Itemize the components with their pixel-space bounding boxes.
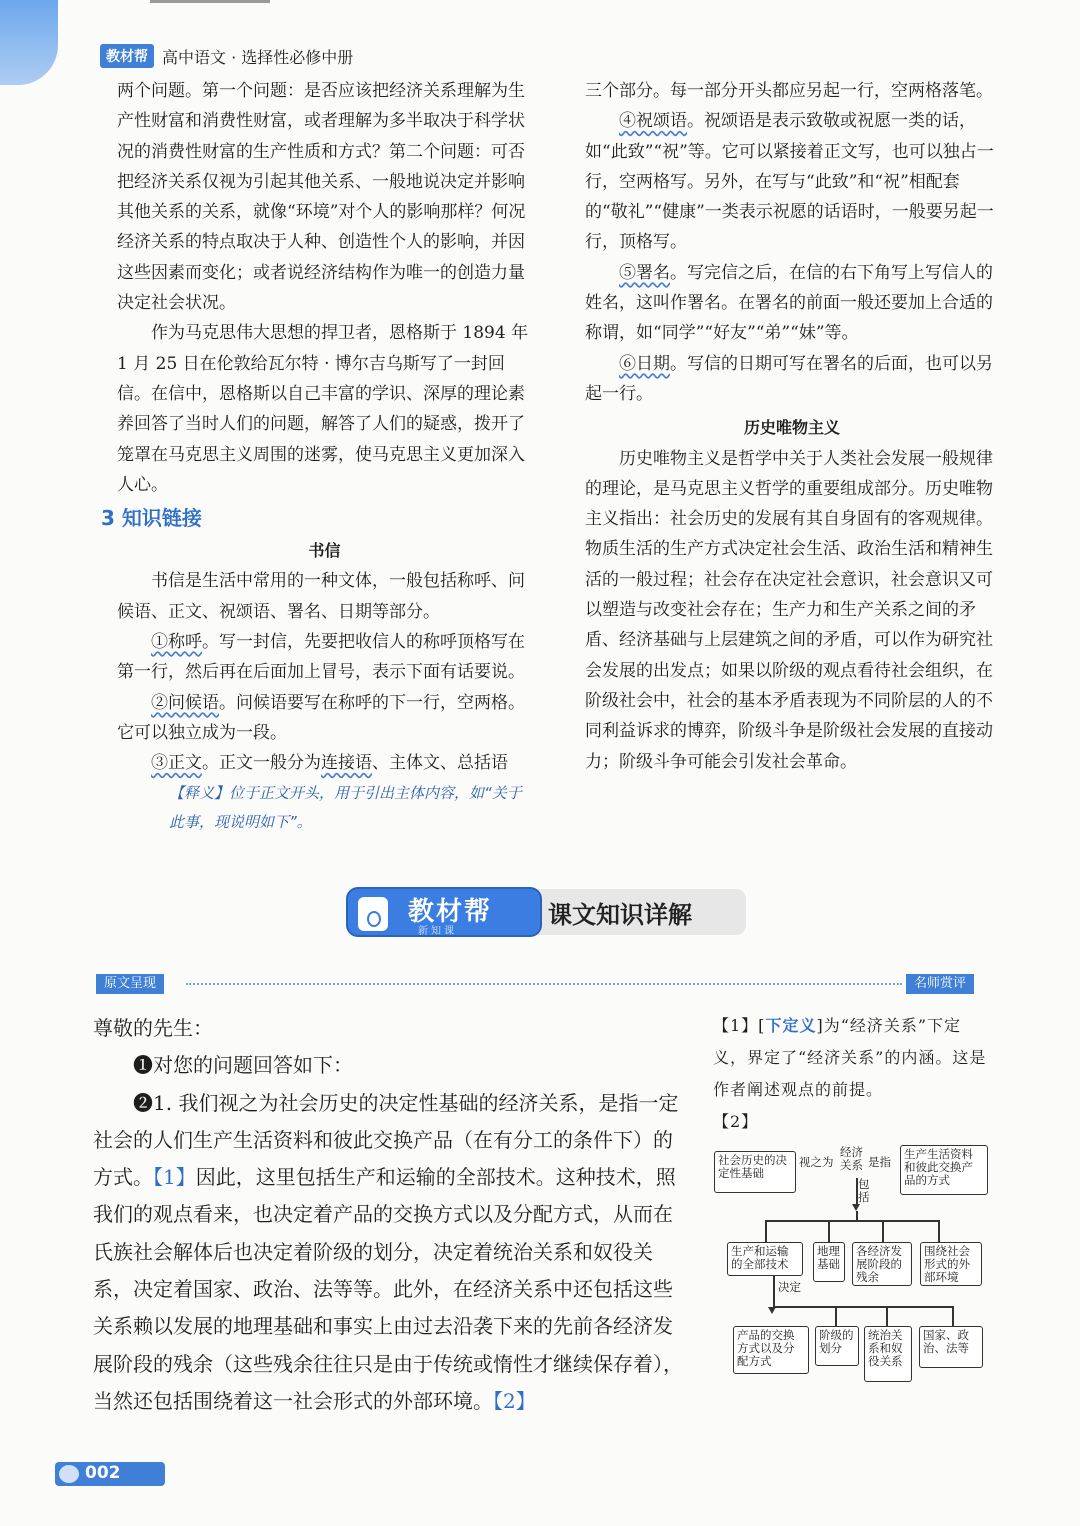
- connector: [882, 1220, 884, 1242]
- paragraph: [585, 258, 999, 349]
- connector: [835, 1306, 837, 1326]
- left-column: [101, 76, 532, 837]
- arrow-down-icon: [768, 1307, 776, 1314]
- diagram-label: 视之为: [799, 1155, 834, 1169]
- paragraph: [117, 627, 532, 688]
- connector: [828, 1220, 830, 1242]
- keyword: 连接语: [321, 753, 372, 774]
- diagram-node: 国家、政治、法等: [919, 1326, 983, 1368]
- right-column: [585, 76, 999, 777]
- section-banner: [346, 887, 746, 937]
- paragraph-text: 。写信的日期可写在署名的后面，也可以另起一行。: [585, 353, 993, 404]
- paragraph: [585, 106, 999, 257]
- note-tag: 【释义】: [169, 783, 230, 802]
- salutation: 尊敬的先生：: [93, 1016, 213, 1040]
- banner-brand-bg: [346, 887, 542, 937]
- brand-logo-icon: [358, 897, 388, 931]
- paragraph: 书信是生活中常用的一种文体，一般包括称呼、问候语、正文、祝颂语、署名、日期等部分。: [117, 571, 525, 622]
- commentary-column: [713, 1010, 993, 1138]
- reference-marker: 【2】: [493, 1388, 536, 1413]
- page-footer: [55, 1462, 165, 1486]
- connector: [886, 1306, 888, 1326]
- dotted-divider: [186, 983, 902, 985]
- annotation-note: [169, 779, 529, 837]
- paragraph: 三个部分。每一部分开头都应另起一行，空两格落笔。: [585, 81, 993, 101]
- reference-marker: 【1】: [153, 1165, 196, 1190]
- banner-brand: 教材帮: [408, 897, 493, 927]
- arrow-down-icon: [852, 1204, 860, 1211]
- diagram-node: 生产和运输的全部技术: [727, 1242, 803, 1276]
- commentary-keyword: 下定义: [765, 1016, 817, 1035]
- connector: [765, 1220, 939, 1222]
- paragraph: [117, 688, 532, 749]
- connector: [773, 1276, 775, 1308]
- page-number: 002: [85, 1463, 121, 1483]
- diagram-node: 生产生活资料和彼此交换产品的方式: [900, 1145, 988, 1195]
- section-title: 3 知识链接: [101, 506, 202, 531]
- subsection-title: 历史唯物主义: [743, 418, 840, 438]
- commentary-text: ]为“经济关系”下定义，界定了“经济关系”的内涵。这是作者阐述观点的前提。: [713, 1016, 987, 1099]
- diagram-label: 决定: [778, 1280, 801, 1294]
- original-text: [93, 1010, 686, 1420]
- note-text: 位于正文开头，用于引出主体内容，如“关于此事，现说明如下”。: [169, 783, 522, 831]
- term: ⑤署名: [619, 262, 670, 283]
- paragraph-text: 。写完信之后，在信的右下角写上写信人的姓名，这叫作署名。在署名的前面一般还要加上合适的称谓，如“同学”“好友”“弟”“妹”等。: [585, 262, 993, 344]
- diagram-label: 是指: [868, 1155, 891, 1169]
- diagram-label: 经济关系: [840, 1145, 863, 1172]
- diagram-node: 各经济发展阶段的残余: [852, 1242, 912, 1286]
- term: ⑥日期: [619, 353, 670, 374]
- diagram-node: 阶级的划分: [815, 1326, 859, 1366]
- paragraph: [117, 748, 532, 778]
- diagram-node: 统治关系和奴役关系: [864, 1326, 912, 1382]
- paragraph-text: 。祝颂语是表示致敬或祝愿一类的话，如“此致”“祝”等。它可以紧接着正文写，也可以独占一行，空两格写。另外，在写与“此致”和“祝”相配套的“敬礼”“健康”一类表示祝愿的话语时，一般要另起一行，顶格写。: [585, 111, 994, 253]
- header-brand: 教材帮: [100, 44, 154, 68]
- paragraph: [93, 1085, 686, 1421]
- paragraph-text: 、主体文、总括语: [372, 753, 508, 774]
- paragraph-text: 。写一封信，先要把收信人的称呼顶格写在第一行，然后再在后面加上冒号，表示下面有话要说。: [117, 632, 525, 683]
- paragraph: 历史唯物主义是哲学中关于人类社会发展一般规律的理论，是马克思主义哲学的重要组成部分。历史唯物主义指出：社会历史的发展有其自身固有的客观规律。物质生活的生产方式决定社会生活、政治生活和精神生活的一般过程；社会存在决定社会意识，社会意识又可以塑造与改变社会存在；生产力和生产关系之间的矛盾、经济基础与上层建筑之间的矛盾，可以作为研究社会发展的出发点；如果以阶级的观点看待社会组织，在阶级社会中，社会的基本矛盾表现为不同阶层的人的不同利益诉求的博弈，阶级斗争是阶级社会发展的直接动力；阶级斗争可能会引发社会革命。: [585, 448, 993, 772]
- term: ①称呼: [151, 632, 202, 653]
- label-commentary: 名师赏评: [906, 974, 974, 994]
- diagram-label: 包括: [858, 1177, 870, 1204]
- diagram-node: 围绕社会形式的外部环境: [920, 1242, 982, 1286]
- diagram-node: 地理基础: [813, 1242, 845, 1282]
- paragraph-text: ❷1. 我们视之为社会历史的决定性基础的经济关系，是指一定社会的人们生产生活资料和彼此交换产品（在有分工的条件下）的方式。: [93, 1090, 679, 1190]
- page-edge-decoration: [0, 0, 58, 85]
- label-original: 原文呈现: [96, 974, 164, 994]
- paragraph-text: 。正文一般分为: [202, 753, 321, 774]
- diagram-node: 产品的交换方式以及分配方式: [733, 1326, 809, 1374]
- paragraph: [585, 349, 999, 410]
- connector: [938, 1220, 940, 1242]
- commentary-1: [713, 1010, 993, 1106]
- running-header: [100, 44, 353, 68]
- connector: [856, 1211, 858, 1221]
- paragraph: 作为马克思伟大思想的捍卫者，恩格斯于 1894 年 1 月 25 日在伦敦给瓦尔特 · 博尔吉乌斯写了一封回信。在信中，恩格斯以自己丰富的学识、深厚的理论素养回答了当时人们的问题，解答了人们的疑惑，拨开了笼罩在马克思主义周围的迷雾，使马克思主义更加深入人心。: [117, 323, 529, 495]
- paragraph: 两个问题。第一个问题：是否应该把经济关系理解为生产性财富和消费性财富，或者理解为多半取决于科学状况的消费性财富的生产性质和方式？第二个问题：可否把经济关系仅视为引起其他关系、一般地说决定并影响其他关系的关系，就像“环境”对个人的影响那样？何况经济关系的特点取决于人种、创造性个人的影响，并因这些因素而变化；或者说经济结构作为唯一的创造力量决定社会状况。: [117, 81, 526, 314]
- banner-subtitle: 新知课: [418, 926, 457, 937]
- mascot-icon: [59, 1465, 79, 1483]
- diagram-node: 社会历史的决定性基础: [714, 1151, 796, 1193]
- subsection-title: 书信: [308, 541, 341, 561]
- connector: [765, 1220, 767, 1242]
- banner-title: 课文知识详解: [548, 901, 692, 929]
- term: ②问候语: [151, 692, 219, 713]
- paragraph: ❶对您的问题回答如下：: [133, 1053, 353, 1078]
- top-rule: [150, 0, 270, 3]
- term: ④祝颂语: [619, 111, 687, 132]
- paragraph-text: 。问候语要写在称呼的下一行，空两格。它可以独立成为一段。: [117, 692, 525, 743]
- connector: [952, 1306, 954, 1326]
- commentary-2: 【2】: [713, 1112, 759, 1131]
- commentary-ref: 【1】[: [713, 1016, 766, 1035]
- term: ③正文: [151, 753, 202, 774]
- header-title: 高中语文 · 选择性必修中册: [162, 47, 354, 67]
- connector: [773, 1306, 953, 1308]
- paragraph-text: 因此，这里包括生产和运输的全部技术。这种技术，照我们的观点看来，也决定着产品的交换方式以及分配方式，从而在氏族社会解体后也决定着阶级的划分，决定着统治关系和奴役关系，决定着国家、政治、法等等。此外，在经济关系中还包括这些关系赖以发展的地理基础和事实上由过去沿袭下来的先前各经济发展阶段的残余（这些残余往往只是由于传统或惰性才继续保存着），当然还包括围绕着这一社会形式的外部环境。: [93, 1165, 683, 1413]
